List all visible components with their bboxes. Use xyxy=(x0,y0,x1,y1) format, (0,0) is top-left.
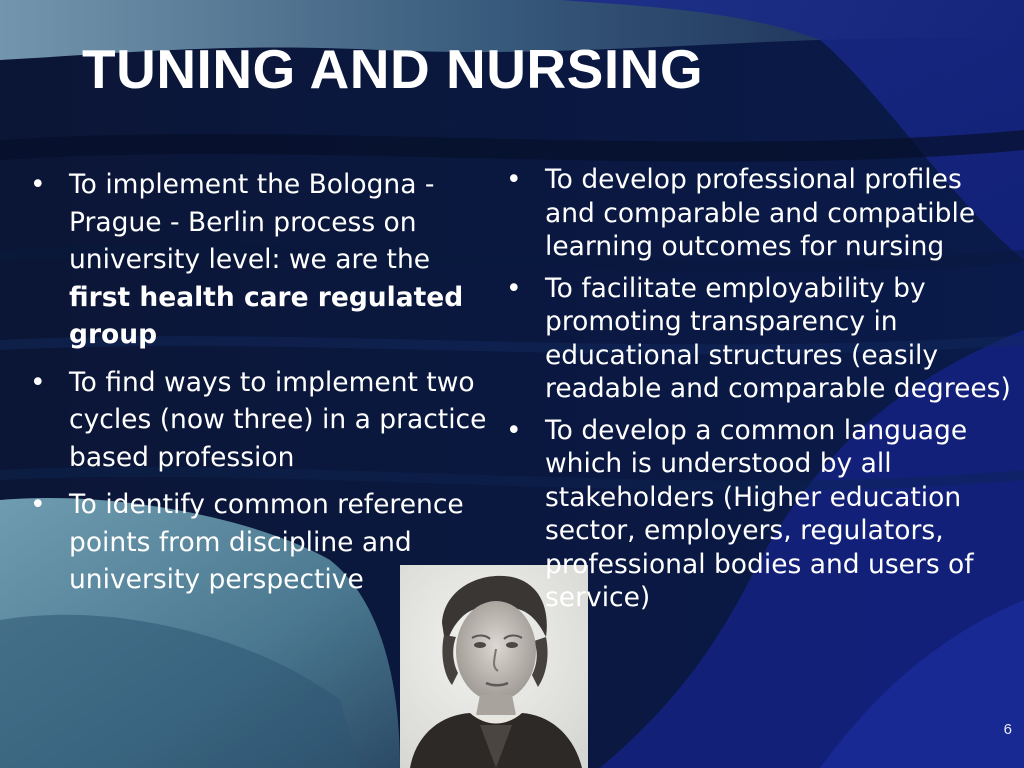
bullet-bold-text: first health care regulated group xyxy=(69,281,464,350)
bullet-dot-icon: • xyxy=(506,164,522,195)
bullet-item xyxy=(30,486,492,599)
bullet-text: To facilitate employability by promoting transparency in educational structures (easily readable and comparable degrees) xyxy=(545,272,1011,404)
right-bullet-list xyxy=(506,163,1018,615)
bullet-text: To develop a common language which is understood by all stakeholders (Higher education sector, employers, regulators, professional bodies and users of service) xyxy=(545,414,974,613)
bullet-dot-icon: • xyxy=(506,272,522,304)
bullet-dot-icon: • xyxy=(30,366,46,398)
bullet-text: To find ways to implement two cycles (now three) in a practice based profession xyxy=(69,366,487,473)
right-column xyxy=(506,163,1018,623)
bullet-item xyxy=(506,272,1018,406)
page-number: 6 xyxy=(1003,721,1012,738)
bullet-text: To identify common reference points from discipline and university perspective xyxy=(69,489,464,595)
bullet-dot-icon: • xyxy=(30,169,46,200)
left-column xyxy=(30,166,492,609)
bullet-text: To implement the Bologna - Prague - Berlin process on university level: we are the xyxy=(69,169,435,275)
bullet-item xyxy=(30,166,492,354)
bullet-item xyxy=(30,364,492,477)
bullet-item xyxy=(506,163,1018,264)
bullet-text: To develop professional profiles and comparable and compatible learning outcomes for nursing xyxy=(545,164,976,262)
bullet-dot-icon: • xyxy=(30,489,46,520)
bullet-item xyxy=(506,414,1018,615)
left-bullet-list xyxy=(30,166,492,599)
bullet-dot-icon: • xyxy=(506,414,522,446)
slide-title: TUNING AND NURSING xyxy=(82,38,704,100)
